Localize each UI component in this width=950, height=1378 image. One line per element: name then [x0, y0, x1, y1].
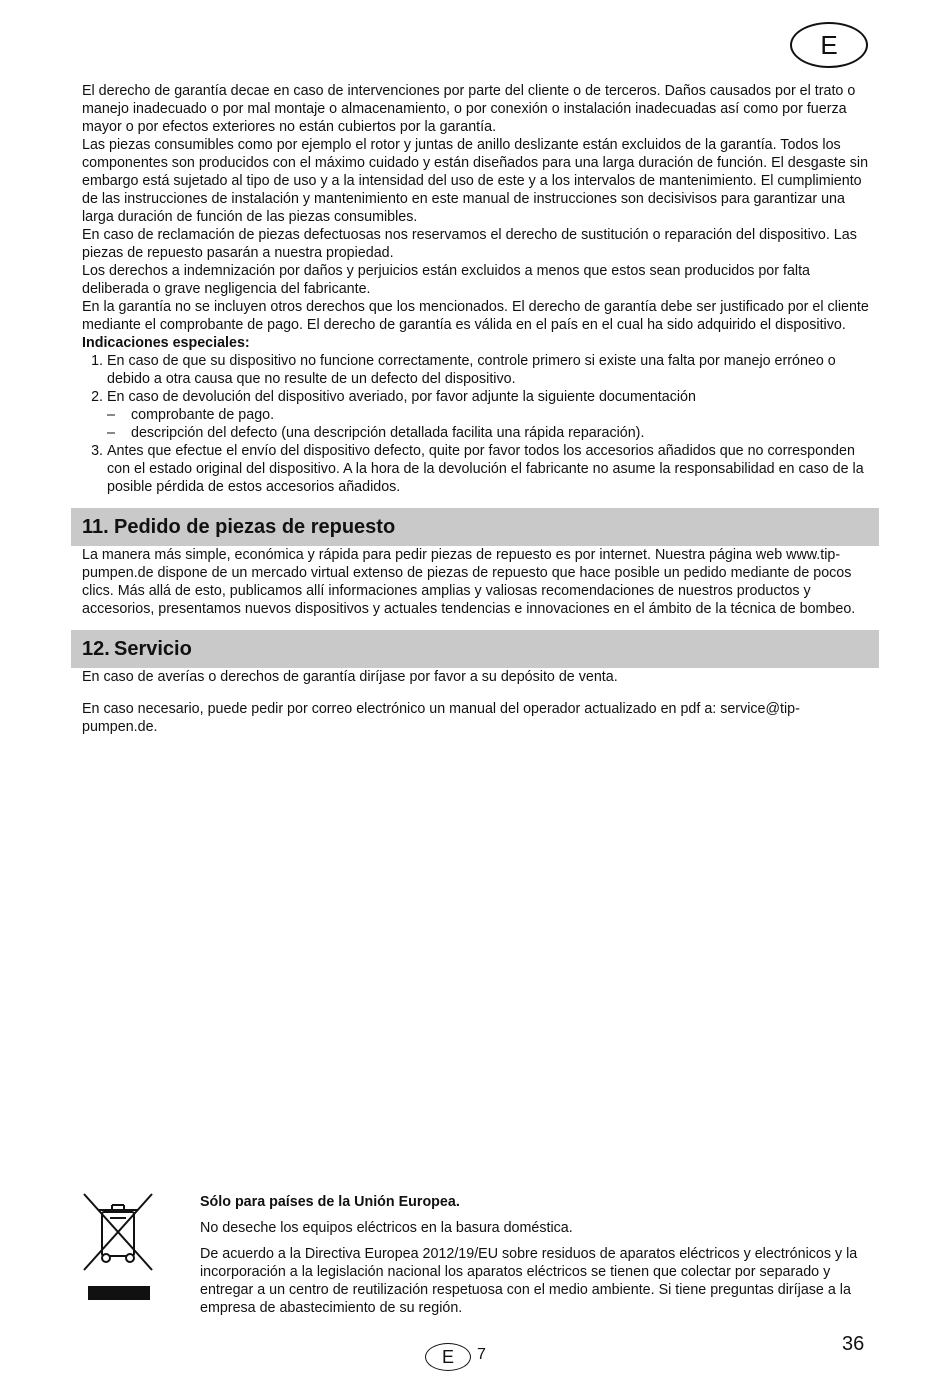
footer-language-badge: E: [425, 1343, 471, 1371]
section-title: Servicio: [114, 638, 192, 660]
section-title: Pedido de piezas de repuesto: [114, 516, 396, 538]
language-badge: E: [790, 22, 868, 68]
page-number: 36: [842, 1333, 865, 1355]
spare-parts-paragraph: La manera más simple, económica y rápida para pedir piezas de repuesto es por internet. Nuestra página web www.tip-pumpen.de dispone de un mercado virtual extenso de piezas de repuesto que hace posible un pedido mediante de pocos clics. Más allá de esto, publicamos allí informaciones amplias y valiosas recomendaciones de nuestros productos y accesorios, presentamos nuevos dispositivos y actuales tendencias e innovaciones en el ámbito de la técnica de bombeo.: [82, 547, 856, 617]
warranty-paragraph: El derecho de garantía decae en caso de intervenciones por parte del cliente o de terceros. Daños causados por el trato o manejo inadecuado o por mal montaje o almacenamiento, o por conexión o instalación inadecuadas así como por fuerza mayor o por efectos exteriores no están cubiertos por la garantía.: [82, 83, 856, 135]
warranty-paragraph: En la garantía no se incluyen otros derechos que los mencionados. El derecho de garantía debe ser justificado por el cliente mediante el comprobante de pago. El derecho de garantía es válida en el país en el cual ha sido adquirido el dispositivo.: [82, 299, 869, 333]
section-heading-service: [71, 630, 879, 668]
warranty-paragraph: Los derechos a indemnización por daños y perjuicios están excluidos a menos que estos sean producidos por falta deliberada o grave negligencia del fabricante.: [82, 263, 810, 297]
weee-line: De acuerdo a la Directiva Europea 2012/19/EU sobre residuos de aparatos eléctricos y electrónicos y la incorporación a la legislación nacional los aparatos eléctricos se tienen que colectar por separado y entregar a un centro de reutilización respetuosa con el medio ambiente. Si tiene preguntas diríjase a la empresa de abastecimiento de su región.: [200, 1246, 858, 1316]
list-item: 1. En caso de que su dispositivo no funcione correctamente, controle primero si existe una falta por manejo erróneo o debido a otra causa que no resulte de un defecto del dispositivo.: [107, 352, 872, 388]
service-paragraph: En caso de averías o derechos de garantía diríjase por favor a su depósito de venta.: [82, 669, 618, 685]
special-notes-heading: Indicaciones especiales:: [82, 335, 250, 351]
weee-notice: [200, 1193, 880, 1325]
section-number: 12.: [82, 638, 110, 660]
section-number: 11.: [82, 516, 109, 538]
service-paragraph: En caso necesario, puede pedir por correo electrónico un manual del operador actualizado en pdf a: service@tip-pumpen.de.: [82, 701, 800, 735]
section-heading-spare-parts: [71, 508, 879, 546]
weee-heading: Sólo para países de la Unión Europea.: [200, 1194, 460, 1210]
list-item: 2. En caso de devolución del dispositivo averiado, por favor adjunte la siguiente documentación – comprobante de pago. – descripción del defecto (una descripción detallada facilita una rápida reparación).: [107, 388, 872, 442]
warranty-paragraph: En caso de reclamación de piezas defectuosas nos reservamos el derecho de sustitución o reparación del dispositivo. Las piezas de repuesto pasarán a nuestra propiedad.: [82, 227, 857, 261]
documentation-list: [107, 406, 872, 442]
list-item: 3. Antes que efectue el envío del dispositivo defecto, quite por favor todos los accesorios añadidos que no corresponden con el estado original del dispositivo. A la hora de la devolución el fabricante no asume la responsabilidad en caso de la posible pérdida de estos accesorios añadidos.: [107, 442, 872, 496]
list-item: – comprobante de pago.: [131, 406, 872, 424]
weee-line: No deseche los equipos eléctricos en la basura doméstica.: [200, 1220, 573, 1236]
footer-page-number: 7: [477, 1346, 486, 1363]
page-content: [82, 82, 872, 736]
list-item: – descripción del defecto (una descripción detallada facilita una rápida reparación).: [131, 424, 872, 442]
warranty-paragraph: Las piezas consumibles como por ejemplo el rotor y juntas de anillo deslizante están excluidos de la garantía. Todos los componentes son producidos con el máximo cuidado y están diseñados para una larga duración de función. El desgaste sin embargo está sujetado al tipo de uso y a la intensidad del uso de este y a los intervalos de mantenimiento. El cumplimiento de las instrucciones de instalación y mantenimiento en este manual de instrucciones son decisivisos para garantizar una larga duración de función de las piezas consumibles.: [82, 137, 869, 225]
special-notes-list: [82, 352, 872, 496]
crossed-out-wheelie-bin-icon: [82, 1192, 154, 1302]
